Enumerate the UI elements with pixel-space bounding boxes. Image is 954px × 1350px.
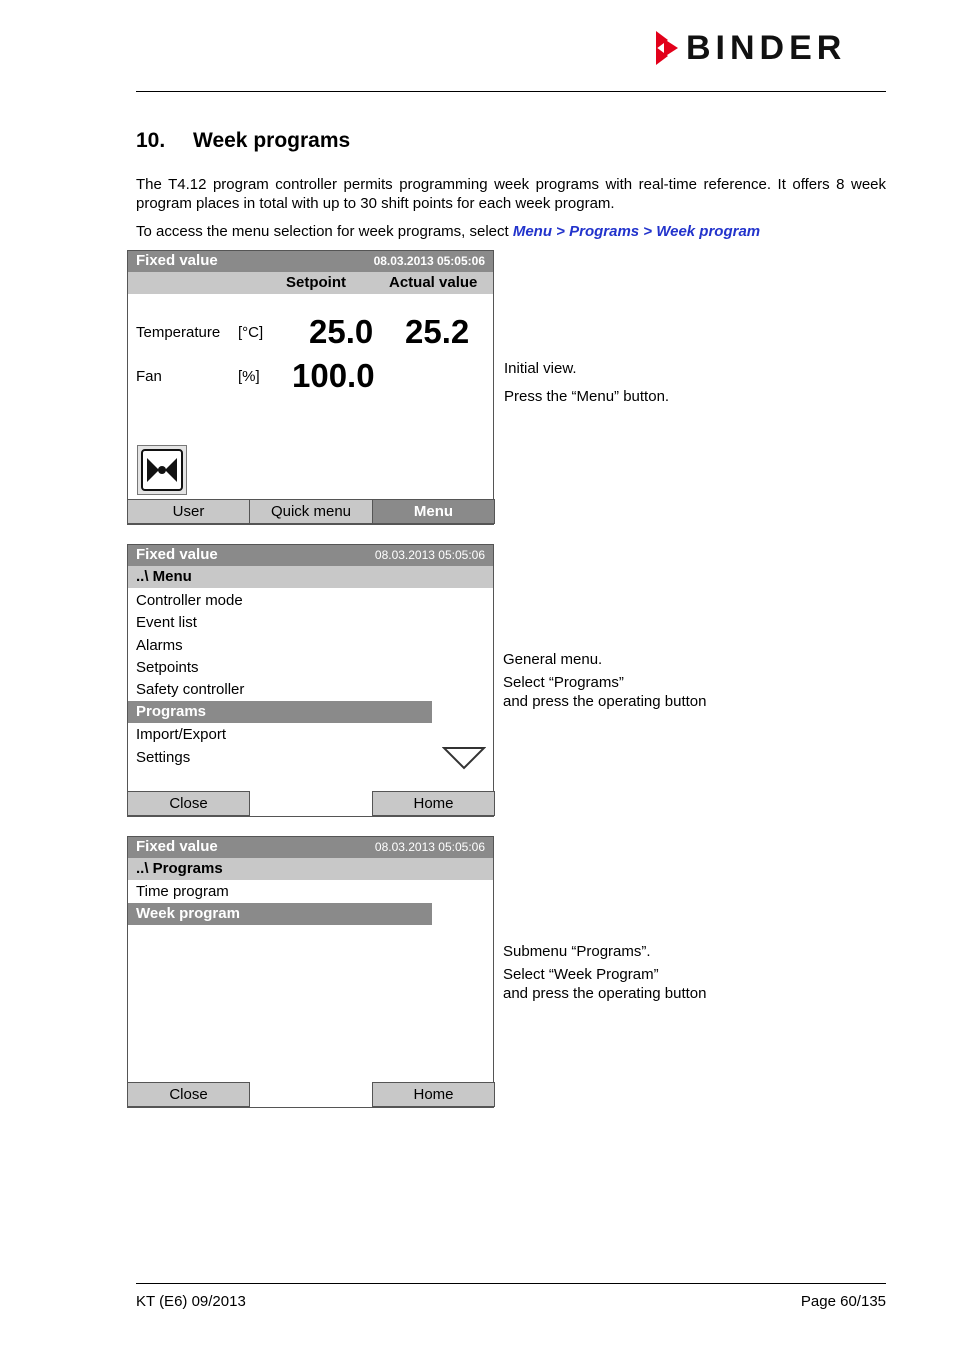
home-softkey[interactable]: Home bbox=[372, 1082, 495, 1107]
screen-title: Fixed value bbox=[136, 546, 218, 563]
caption-initial-view bbox=[504, 359, 669, 406]
close-softkey[interactable]: Close bbox=[127, 1082, 250, 1107]
caption-line: and press the operating button bbox=[503, 985, 707, 1002]
breadcrumb-bar bbox=[128, 566, 493, 588]
section-title: Week programs bbox=[193, 129, 351, 152]
menu-item-time-program[interactable]: Time program bbox=[136, 883, 229, 900]
caption-line: Initial view. bbox=[504, 360, 577, 377]
fan-setpoint: 100.0 bbox=[292, 357, 375, 394]
breadcrumb: ..\ Menu bbox=[136, 568, 192, 585]
breadcrumb-bar bbox=[128, 858, 493, 880]
temperature-label: Temperature bbox=[136, 324, 221, 341]
softkey-bar bbox=[128, 499, 493, 524]
setpoint-column-header: Setpoint bbox=[286, 274, 346, 291]
screen-title-bar bbox=[128, 837, 493, 858]
screen-title-bar bbox=[128, 251, 493, 272]
caption-line: Submenu “Programs”. bbox=[503, 943, 651, 960]
quick-menu-softkey[interactable]: Quick menu bbox=[249, 499, 373, 524]
column-header-bar bbox=[128, 272, 493, 294]
menu-item-setpoints[interactable]: Setpoints bbox=[136, 659, 199, 676]
temperature-actual: 25.2 bbox=[405, 313, 470, 350]
screen-title-bar bbox=[128, 545, 493, 566]
menu-item-alarms[interactable]: Alarms bbox=[136, 637, 183, 654]
screen-title: Fixed value bbox=[136, 838, 218, 855]
door-lock-button[interactable] bbox=[137, 445, 187, 495]
caption-line: General menu. bbox=[503, 651, 603, 668]
softkey-bar bbox=[128, 791, 493, 816]
section-number: 10. bbox=[136, 129, 166, 152]
temperature-setpoint: 25.0 bbox=[309, 313, 374, 350]
access-path: Menu > Programs > Week program bbox=[512, 223, 761, 240]
fan-unit: [%] bbox=[238, 368, 260, 385]
actual-value-column-header: Actual value bbox=[389, 274, 478, 291]
screen-datetime: 08.03.2013 05:05:06 bbox=[374, 840, 485, 854]
softkey-bar bbox=[128, 1082, 493, 1107]
footer-document-id: KT (E6) 09/2013 bbox=[136, 1293, 246, 1310]
breadcrumb: ..\ Programs bbox=[136, 860, 223, 877]
temperature-unit: [°C] bbox=[238, 324, 264, 341]
caption-line: Select “Programs” bbox=[503, 674, 624, 691]
screen-initial-view bbox=[127, 250, 494, 525]
intro-paragraph: The T4.12 program controller permits programming week programs with real-time reference. It offers 8 week program places in total with up to 30 shift points for each week program. bbox=[136, 176, 886, 212]
screen-title: Fixed value bbox=[136, 252, 218, 269]
section-heading bbox=[136, 129, 350, 153]
caption-line: Press the “Menu” button. bbox=[504, 388, 670, 405]
binder-logo bbox=[654, 30, 846, 66]
scroll-down-arrow-icon[interactable] bbox=[442, 746, 486, 770]
footer-rule bbox=[136, 1283, 886, 1284]
menu-item-programs[interactable]: Programs bbox=[128, 701, 432, 723]
menu-item-week-program[interactable]: Week program bbox=[128, 903, 432, 925]
access-prefix: To access the menu selection for week programs, select bbox=[136, 223, 513, 240]
screen-programs-submenu bbox=[127, 836, 494, 1108]
menu-item-import-export[interactable]: Import/Export bbox=[136, 726, 227, 743]
header-rule bbox=[136, 91, 886, 92]
brand-name: BINDER bbox=[686, 29, 847, 67]
binder-logo-mark-icon bbox=[654, 31, 680, 65]
user-softkey[interactable]: User bbox=[127, 499, 250, 524]
access-paragraph bbox=[136, 222, 886, 241]
caption-general-menu bbox=[503, 650, 706, 711]
caption-line: and press the operating button bbox=[503, 693, 707, 710]
door-lock-icon bbox=[141, 449, 183, 491]
screen-general-menu bbox=[127, 544, 494, 817]
screen-datetime: 08.03.2013 05:05:06 bbox=[373, 254, 485, 268]
menu-item-safety-controller[interactable]: Safety controller bbox=[136, 681, 245, 698]
menu-item-event-list[interactable]: Event list bbox=[136, 614, 197, 631]
menu-softkey[interactable]: Menu bbox=[372, 499, 495, 524]
footer-page-number: Page 60/135 bbox=[800, 1293, 886, 1310]
caption-line: Select “Week Program” bbox=[503, 966, 659, 983]
screen-datetime: 08.03.2013 05:05:06 bbox=[374, 548, 485, 562]
caption-programs-submenu bbox=[503, 942, 706, 1003]
menu-item-settings[interactable]: Settings bbox=[136, 749, 191, 766]
fan-label: Fan bbox=[136, 368, 162, 385]
menu-item-controller-mode[interactable]: Controller mode bbox=[136, 592, 243, 609]
home-softkey[interactable]: Home bbox=[372, 791, 495, 816]
close-softkey[interactable]: Close bbox=[127, 791, 250, 816]
